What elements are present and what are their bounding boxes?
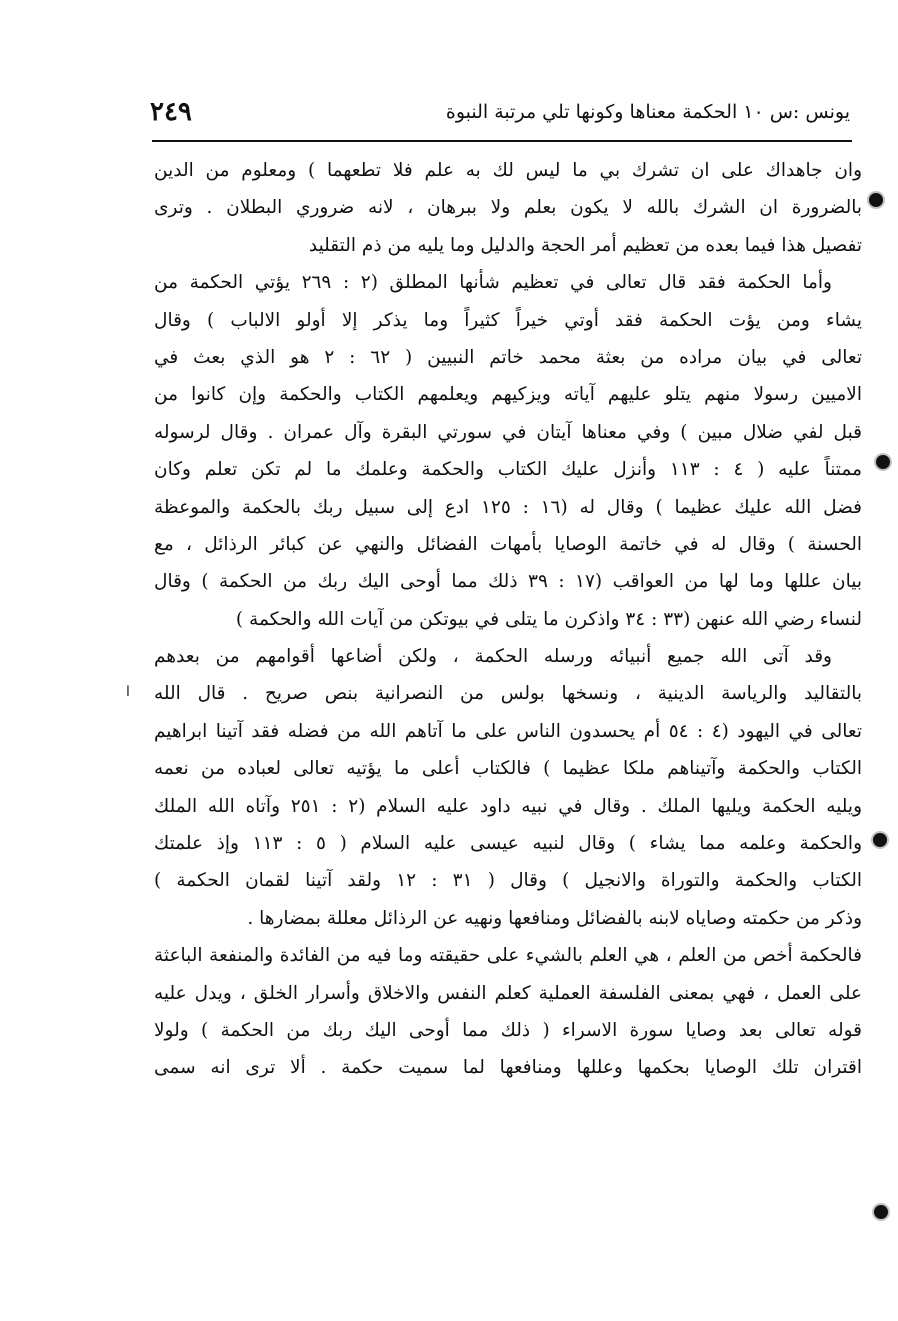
text-line: تعالى في بيان مراده من بعثة محمد خاتم النبيين ( ٦٢ : ٢ هو الذي بعث في bbox=[154, 346, 862, 368]
text-line: تعالى في اليهود (٤ : ٥٤ أم يحسدون الناس على ما آتاهم الله من فضله فقد آتينا ابراهيم bbox=[154, 720, 862, 742]
text-line: ويليه الحكمة ويليها الملك . وقال في نبيه داود عليه السلام (٢ : ٢٥١ وآتاه الله الملك bbox=[154, 795, 862, 817]
text-line: الاميين رسولا منهم يتلو عليهم آياته ويزكيهم ويعلمهم الكتاب والحكمة وإن كانوا من bbox=[154, 384, 862, 406]
text-line: وأما الحكمة فقد قال تعالى في تعظيم شأنها المطلق (٢ : ٢٦٩ يؤتي الحكمة من bbox=[154, 272, 832, 294]
text-line: وان جاهداك على ان تشرك بي ما ليس لك به علم فلا تطعهما ) ومعلوم من الدين bbox=[154, 160, 862, 181]
text-line: الحسنة ) وقال له في خاتمة الوصايا بأمهات الفضائل والنهي عن كبائر الرذائل ، مع bbox=[154, 533, 862, 555]
text-line: قبل لفي ضلال مبين ) وفي معناها آيتان في سورتي البقرة وآل عمران . وقال لرسوله bbox=[154, 421, 862, 443]
text-line: على العمل ، فهي بمعنى الفلسفة العملية كعلم النفس والاخلاق وأسرار الخلق ، ويدل عليه bbox=[154, 982, 862, 1004]
ink-blot bbox=[873, 833, 887, 847]
text-line: وقد آتى الله جميع أنبيائه ورسله الحكمة ، ولكن أضاعها أقوامهم من بعدهم bbox=[154, 646, 832, 668]
text-line: وذكر من حكمته وصاياه لابنه بالفضائل ومنافعها ونهيه عن الرذائل معللة بمضارها . bbox=[247, 907, 862, 929]
text-line: فالحكمة أخص من العلم ، هي العلم بالشيء على حقيقته وما فيه من الفائدة والمنفعة الباعثة bbox=[154, 945, 862, 967]
text-line: اقتران تلك الوصايا بحكمها وعللها ومنافعها لما سميت حكمة . ألا ترى انه سمى bbox=[154, 1057, 862, 1079]
text-line: والحكمة وعلمه مما يشاء ) وقال لنبيه عيسى عليه السلام ( ٥ : ١١٣ وإذ علمتك bbox=[154, 833, 862, 855]
text-line: الكتاب والحكمة وآتيناهم ملكا عظيما ) فالكتاب أعلى ما يؤتيه تعالى لعباده من نعمه bbox=[154, 758, 862, 780]
body-text bbox=[154, 152, 862, 1087]
text-line: فضل الله عليك عظيما ) وقال له (١٦ : ١٢٥ ادع إلى سبيل ربك بالحكمة والموعظة bbox=[154, 496, 862, 518]
text-line: بالتقاليد والرياسة الدينية ، ونسخها بولس من النصرانية بنص صريح . قال الله bbox=[154, 683, 862, 705]
text-line: قوله تعالى بعد وصايا سورة الاسراء ( ذلك مما أوحى اليك ربك من الحكمة ) ولولا bbox=[154, 1019, 862, 1041]
text-line: تفصيل هذا فيما بعده من تعظيم أمر الحجة والدليل وما يليه من ذم التقليد bbox=[308, 234, 862, 256]
ink-blot bbox=[869, 193, 883, 207]
ink-blot bbox=[876, 455, 890, 469]
text-line: بالضرورة ان الشرك بالله لا يكون بعلم ولا ببرهان ، لانه ضروري البطلان . وترى bbox=[154, 197, 862, 219]
ink-blot bbox=[874, 1205, 888, 1219]
text-line: ممتناً عليه ( ٤ : ١١٣ وأنزل عليك الكتاب والحكمة وعلمك ما لم تكن تعلم وكان bbox=[154, 459, 862, 481]
text-line: الكتاب والحكمة والتوراة والانجيل ) وقال ( ٣١ : ١٢ ولقد آتينا لقمان الحكمة ) bbox=[154, 870, 862, 892]
text-line: لنساء رضي الله عنهن (٣٣ : ٣٤ واذكرن ما يتلى في بيوتكن من آيات الله والحكمة ) bbox=[235, 608, 862, 630]
page-number: ٢٤٩ bbox=[150, 97, 192, 127]
header-rule bbox=[152, 140, 852, 142]
page-header bbox=[150, 92, 850, 132]
text-line: بيان عللها وما لها من العواقب (١٧ : ٣٩ ذلك مما أوحى اليك ربك من الحكمة ) وقال bbox=[154, 571, 862, 593]
running-title: يونس :س ١٠ الحكمة معناها وكونها تلي مرتبة النبوة bbox=[445, 101, 850, 123]
text-line: يشاء ومن يؤت الحكمة فقد أوتي خيراً كثيراً وما يذكر إلا أولو الالباب ) وقال bbox=[154, 309, 862, 331]
margin-mark: ا bbox=[126, 684, 130, 700]
